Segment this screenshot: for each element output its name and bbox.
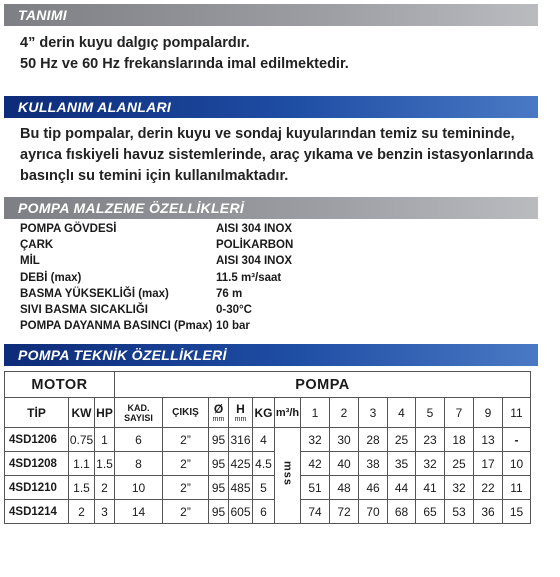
spec-row <box>20 318 420 334</box>
spec-value: POLİKARBON <box>216 239 294 252</box>
cell-h: 316 <box>229 428 253 452</box>
cell-dia: 95 <box>209 428 229 452</box>
cell-dia: 95 <box>209 476 229 500</box>
tanim-line: 50 Hz ve 60 Hz frekanslarında imal edilmektedir. <box>20 56 349 72</box>
cell-h: 425 <box>229 452 253 476</box>
spec-key: POMPA GÖVDESİ <box>20 223 117 235</box>
col-kad-line1: KAD. <box>127 402 150 413</box>
spec-row <box>20 286 420 302</box>
section-header-teknik <box>4 344 538 366</box>
cell-flow-value: 36 <box>474 500 503 524</box>
col-flow-4: 4 <box>388 398 416 428</box>
cell-flow-value: 70 <box>359 500 388 524</box>
spec-value: 0-30°C <box>216 303 252 316</box>
cell-flow-value: 35 <box>388 452 416 476</box>
cell-flow-value: 42 <box>301 452 330 476</box>
col-flow-3: 3 <box>359 398 388 428</box>
cell-hp: 1 <box>95 428 115 452</box>
cell-flow-value: 65 <box>416 500 445 524</box>
cell-flow-value: 68 <box>388 500 416 524</box>
cell-flow-value: 44 <box>388 476 416 500</box>
spec-key: BASMA YÜKSEKLİĞİ (max) <box>20 287 169 300</box>
spec-row <box>20 302 420 318</box>
cell-tip: 4SD1206 <box>5 428 69 452</box>
section-title-tanim: TANIMI <box>18 7 67 23</box>
col-h <box>229 398 253 428</box>
kullanim-line: Bu tip pompalar, derin kuyu ve sondaj kuyularından temiz su temininde, <box>20 126 515 142</box>
cell-kad: 8 <box>115 452 163 476</box>
cell-flow-value: 72 <box>330 500 359 524</box>
cell-flow-value: 32 <box>445 476 474 500</box>
section-header-tanim <box>4 4 538 26</box>
cell-kad: 14 <box>115 500 163 524</box>
pompa-header: POMPA <box>115 372 531 398</box>
tanim-text <box>20 33 349 75</box>
section-title-kullanim: KULLANIM ALANLARI <box>18 99 172 115</box>
cell-flow-value: 23 <box>416 428 445 452</box>
spec-key: SIVI BASMA SICAKLIĞI <box>20 303 148 316</box>
spec-value: AISI 304 INOX <box>216 255 293 268</box>
kullanim-line: ayrıca fıskiyeli havuz sistemlerinde, araç yıkama ve benzin istasyonlarında <box>20 147 534 163</box>
col-flow-1: 1 <box>301 398 330 428</box>
spec-key: MİL <box>20 255 40 268</box>
spec-value: 11.5 m³/saat <box>216 271 282 284</box>
spec-row <box>20 237 420 253</box>
cell-hp: 2 <box>95 476 115 500</box>
col-kg: KG <box>253 398 275 428</box>
spec-key: ÇARK <box>20 239 54 252</box>
col-dia <box>209 398 229 428</box>
cell-kad: 6 <box>115 428 163 452</box>
cell-dia: 95 <box>209 500 229 524</box>
cell-h: 605 <box>229 500 253 524</box>
cell-kad: 10 <box>115 476 163 500</box>
kullanim-line: basınçlı su temini için kullanılmaktadır. <box>20 168 289 184</box>
cell-h: 485 <box>229 476 253 500</box>
cell-hp: 1.5 <box>95 452 115 476</box>
cell-flow-value: 25 <box>445 452 474 476</box>
cell-flow-value: 32 <box>416 452 445 476</box>
technical-table <box>4 371 531 524</box>
col-h-unit: mm <box>234 415 247 423</box>
cell-flow-value: 46 <box>359 476 388 500</box>
col-flow-2: 2 <box>330 398 359 428</box>
col-hp: HP <box>95 398 115 428</box>
cell-flow-value: 53 <box>445 500 474 524</box>
cell-flow-value: 13 <box>474 428 503 452</box>
col-flow-5: 5 <box>416 398 445 428</box>
col-tip: TİP <box>5 398 69 428</box>
cell-cikis: 2” <box>163 476 209 500</box>
col-h-label: H <box>236 401 245 416</box>
cell-flow-value: 22 <box>474 476 503 500</box>
cell-flow-value: 48 <box>330 476 359 500</box>
cell-flow-value: 15 <box>503 500 531 524</box>
cell-flow-value: 41 <box>416 476 445 500</box>
table-column-header-row <box>5 398 531 428</box>
col-flow-9: 9 <box>474 398 503 428</box>
section-header-kullanim <box>4 96 538 118</box>
cell-flow-value: 28 <box>359 428 388 452</box>
cell-flow-value: 17 <box>474 452 503 476</box>
col-flow-7: 7 <box>445 398 474 428</box>
cell-flow-value: 25 <box>388 428 416 452</box>
table-row <box>5 500 531 524</box>
cell-flow-value: 74 <box>301 500 330 524</box>
spec-row <box>20 270 420 286</box>
section-header-malzeme <box>4 197 538 219</box>
spec-value: 76 m <box>216 287 243 300</box>
cell-flow-value: 38 <box>359 452 388 476</box>
cell-kg: 6 <box>253 500 275 524</box>
cell-cikis: 2” <box>163 452 209 476</box>
spec-row <box>20 221 420 237</box>
col-kw: KW <box>69 398 95 428</box>
cell-hp: 3 <box>95 500 115 524</box>
col-kad-line2: SAYISI <box>124 412 153 423</box>
cell-kw: 1.5 <box>69 476 95 500</box>
spec-row <box>20 253 420 269</box>
motor-header: MOTOR <box>5 372 115 398</box>
cell-flow-value: 11 <box>503 476 531 500</box>
kullanim-text <box>20 124 533 187</box>
cell-kw: 2 <box>69 500 95 524</box>
table-row <box>5 428 531 452</box>
cell-kg: 4.5 <box>253 452 275 476</box>
spec-value: 10 bar <box>216 320 250 333</box>
cell-kw: 0.75 <box>69 428 95 452</box>
table-group-header-row <box>5 372 531 398</box>
tanim-line: 4” derin kuyu dalgıç pompalardır. <box>20 35 250 51</box>
cell-tip: 4SD1214 <box>5 500 69 524</box>
mss-unit-cell <box>275 428 301 524</box>
cell-cikis: 2” <box>163 428 209 452</box>
col-cikis: ÇIKIŞ <box>163 398 209 428</box>
cell-kg: 4 <box>253 428 275 452</box>
cell-flow-value: 10 <box>503 452 531 476</box>
cell-flow-value: - <box>503 428 531 452</box>
table-row <box>5 476 531 500</box>
spec-key: DEBİ (max) <box>20 271 82 284</box>
spec-value: AISI 304 INOX <box>216 223 293 235</box>
col-dia-unit: mm <box>212 415 225 423</box>
col-flow-11: 11 <box>503 398 531 428</box>
cell-dia: 95 <box>209 452 229 476</box>
col-dia-label: Ø <box>213 401 224 416</box>
spec-key: POMPA DAYANMA BASINCI (Pmax) <box>20 320 213 333</box>
col-kad <box>115 398 163 428</box>
table-row <box>5 452 531 476</box>
col-flow: m³/h <box>275 398 301 428</box>
cell-kw: 1.1 <box>69 452 95 476</box>
malzeme-list <box>20 221 420 334</box>
cell-flow-value: 32 <box>301 428 330 452</box>
cell-cikis: 2” <box>163 500 209 524</box>
section-title-teknik: POMPA TEKNİK ÖZELLİKLERİ <box>18 347 227 363</box>
cell-flow-value: 40 <box>330 452 359 476</box>
cell-tip: 4SD1208 <box>5 452 69 476</box>
cell-flow-value: 51 <box>301 476 330 500</box>
cell-kg: 5 <box>253 476 275 500</box>
cell-tip: 4SD1210 <box>5 476 69 500</box>
section-title-malzeme: POMPA MALZEME ÖZELLİKLERİ <box>18 200 245 216</box>
cell-flow-value: 30 <box>330 428 359 452</box>
cell-flow-value: 18 <box>445 428 474 452</box>
mss-label: mss <box>281 461 294 487</box>
